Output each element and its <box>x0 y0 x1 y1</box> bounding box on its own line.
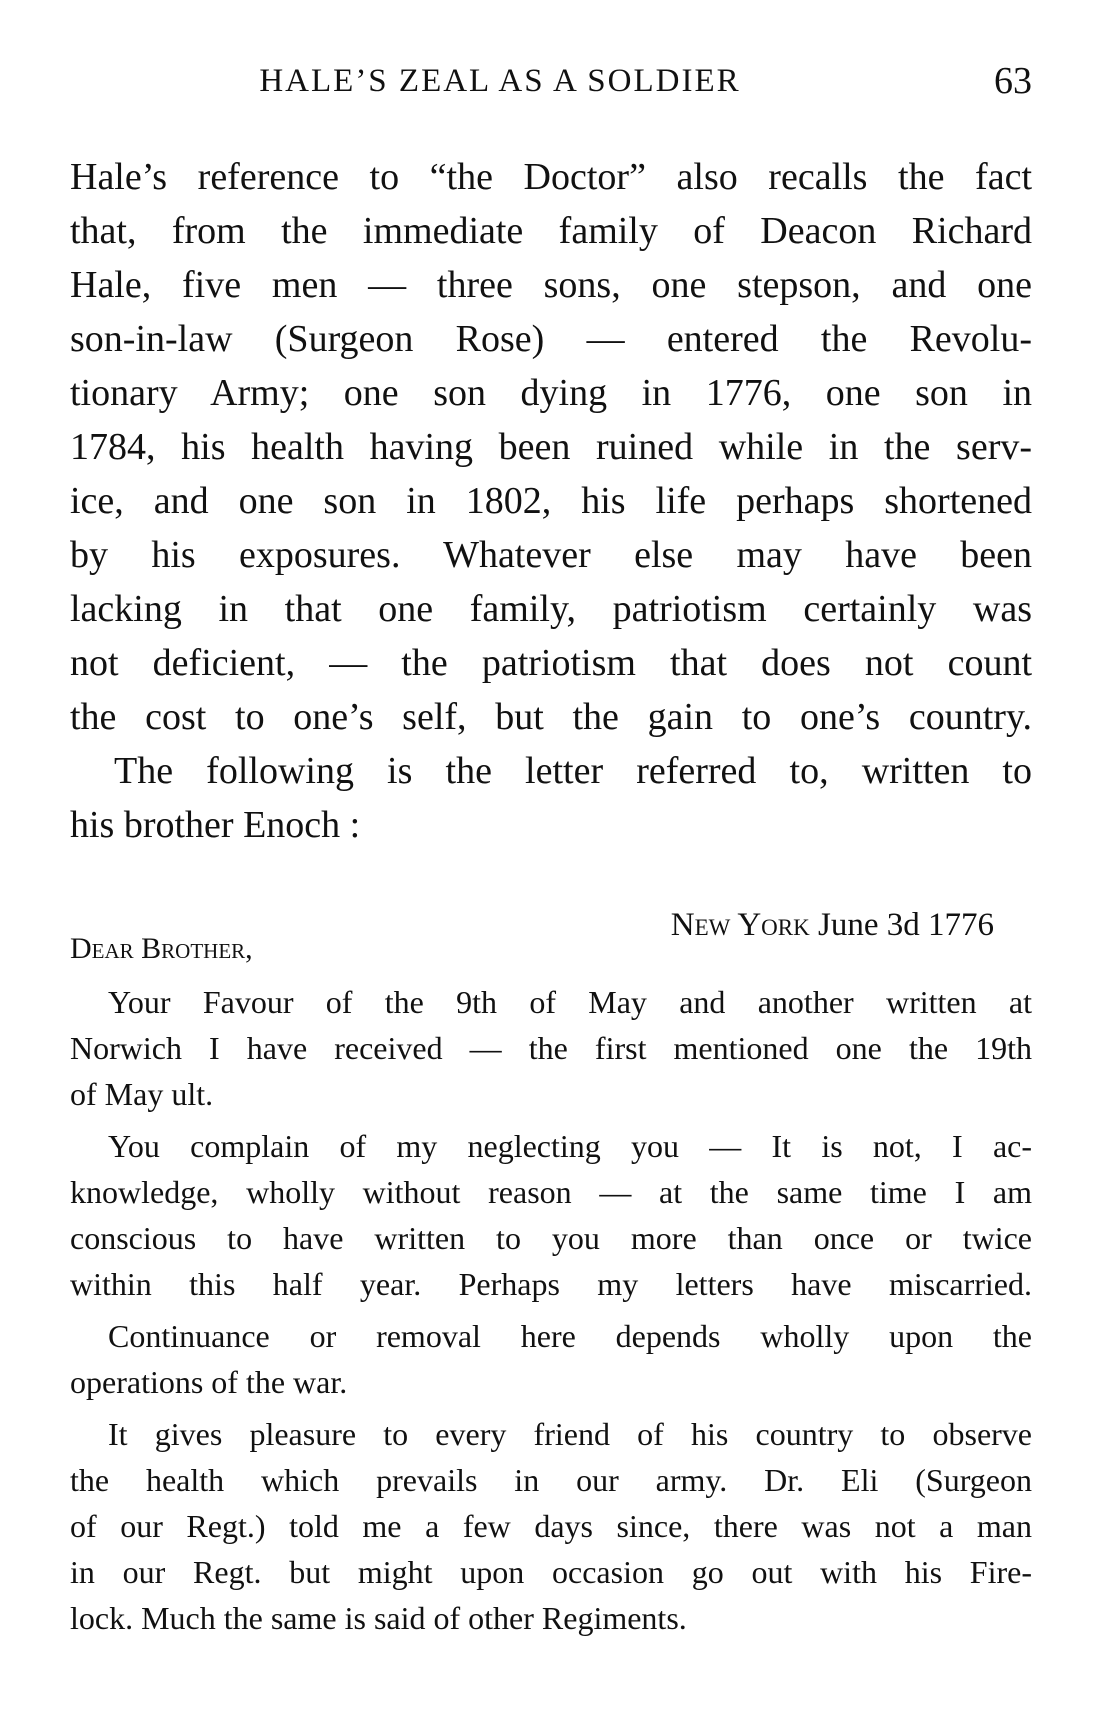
dateline <box>671 905 994 945</box>
dateline-date: June 3d 1776 <box>818 907 994 943</box>
page-number: 63 <box>994 60 1032 102</box>
text-line: the health which prevails in our army. Dr. Eli (Surgeon <box>70 1462 1032 1498</box>
body-text <box>70 150 1032 852</box>
text-line: conscious to have written to you more than once or twice <box>70 1220 1032 1256</box>
text-line: operations of the war. <box>70 1364 348 1400</box>
text-line: ice, and one son in 1802, his life perhaps shortened <box>70 480 1032 522</box>
letter-heading <box>70 905 1032 979</box>
paragraph-hale-reference <box>70 150 1032 744</box>
dateline-place: New York <box>670 907 810 943</box>
letter-paragraph <box>70 1123 1032 1307</box>
text-line: 1784, his health having been ruined while in the serv- <box>70 426 1032 468</box>
text-line: not deficient, — the patriotism that does not count <box>70 642 1032 684</box>
text-line: lacking in that one family, patriotism certainly was <box>70 588 1032 630</box>
running-title: HALE’S ZEAL AS A SOLDIER <box>259 63 741 99</box>
text-line: It gives pleasure to every friend of his country to observe <box>108 1416 1032 1452</box>
text-line: You complain of my neglecting you — It is not, I ac- <box>108 1128 1032 1164</box>
text-line: Your Favour of the 9th of May and another written at <box>108 984 1032 1020</box>
text-line: of May ult. <box>70 1076 214 1112</box>
letter-paragraph <box>70 1313 1032 1405</box>
text-line: tionary Army; one son dying in 1776, one son in <box>70 372 1032 414</box>
paragraph-letter-intro <box>70 744 1032 852</box>
text-line: Continuance or removal here depends wholly upon the <box>108 1318 1032 1354</box>
salutation: Dear Brother, <box>70 932 253 965</box>
text-line: the cost to one’s self, but the gain to one’s country. <box>70 696 1032 738</box>
text-line: knowledge, wholly without reason — at the same time I am <box>70 1174 1032 1210</box>
running-head <box>70 56 1032 106</box>
text-line: son-in-law (Surgeon Rose) — entered the Revolu- <box>70 318 1032 360</box>
text-line: Hale, five men — three sons, one stepson, and one <box>70 264 1032 306</box>
text-line: that, from the immediate family of Deacon Richard <box>70 210 1032 252</box>
text-line: lock. Much the same is said of other Regiments. <box>70 1600 687 1636</box>
text-line: his brother Enoch : <box>70 804 361 846</box>
text-line: The following is the letter referred to, written to <box>114 750 1032 792</box>
text-line: within this half year. Perhaps my letters have miscarried. <box>70 1266 1032 1302</box>
text-line: Norwich I have received — the first mentioned one the 19th <box>70 1030 1032 1066</box>
letter-paragraph <box>70 1411 1032 1641</box>
text-line: by his exposures. Whatever else may have been <box>70 534 1032 576</box>
text-line: Hale’s reference to “the Doctor” also recalls the fact <box>70 156 1032 198</box>
letter <box>70 905 1032 1641</box>
text-line: in our Regt. but might upon occasion go out with his Fire- <box>70 1554 1032 1590</box>
text-line: of our Regt.) told me a few days since, there was not a man <box>70 1508 1032 1544</box>
letter-paragraph <box>70 979 1032 1117</box>
